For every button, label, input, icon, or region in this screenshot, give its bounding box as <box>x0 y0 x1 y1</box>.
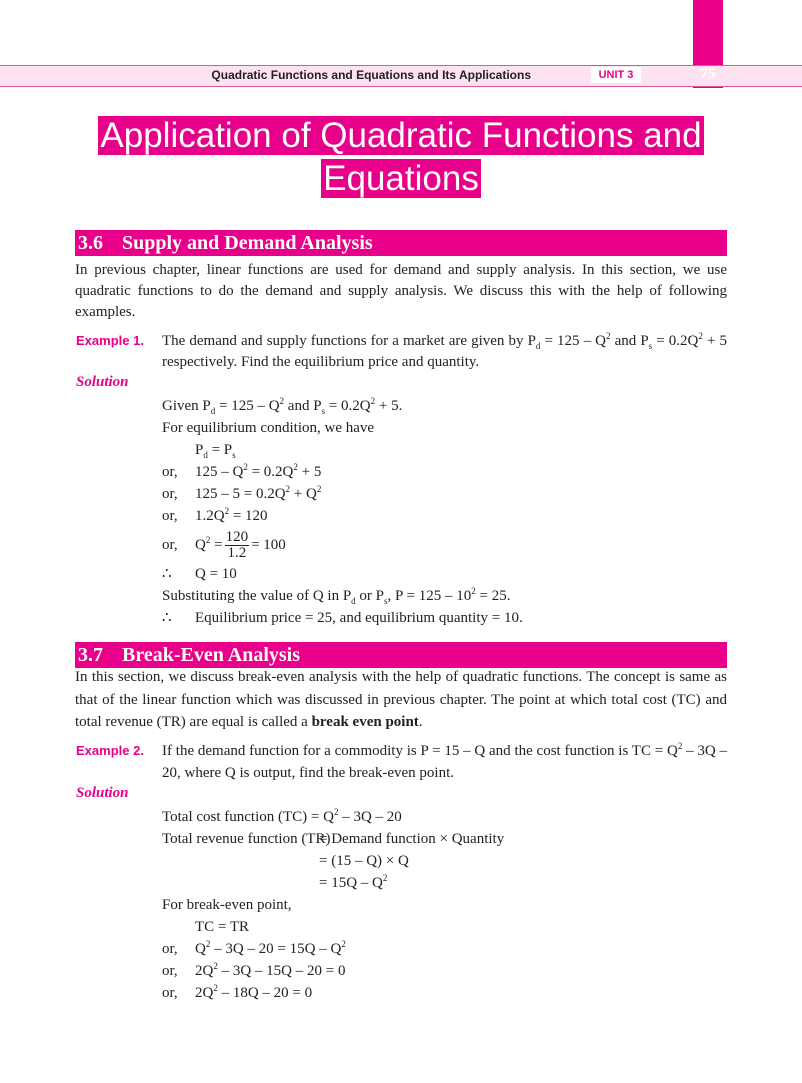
unit-badge: UNIT 3 <box>591 67 641 83</box>
bold-term: break even point <box>311 714 419 730</box>
page-title-line2: Equations <box>323 159 479 198</box>
superscript: 2 <box>471 586 476 596</box>
superscript: 2 <box>606 331 611 341</box>
subscript: d <box>203 450 208 460</box>
superscript: 2 <box>279 396 285 406</box>
text-run: = 0.2Q <box>247 464 294 480</box>
solution-line <box>162 806 722 828</box>
text-run: = 25. <box>475 588 511 604</box>
solution-steps <box>162 395 722 629</box>
solution-line <box>162 938 722 960</box>
superscript: 2 <box>213 983 218 993</box>
subscript: s <box>232 450 236 460</box>
superscript: 2 <box>205 939 211 949</box>
text-run: = Demand function × Quantity <box>319 831 505 847</box>
fraction <box>225 530 250 561</box>
solution-line <box>162 483 722 505</box>
section-heading-3-7 <box>75 642 727 668</box>
text-run: = 125 – Q <box>540 333 607 349</box>
text-run: TC = TR <box>195 919 250 935</box>
superscript: 2 <box>698 331 703 341</box>
text-run: Q = 10 <box>195 566 237 582</box>
text-run: Total cost function (TC) = Q <box>162 809 334 825</box>
section-number: 3.6 <box>78 232 103 254</box>
text-run: Substituting the value of Q in P <box>162 588 352 604</box>
therefore-symbol: ∴ <box>162 566 172 582</box>
text-run: For break-even point, <box>162 897 292 913</box>
text-run: , P = 125 – 10 <box>387 588 472 604</box>
text-run: For equilibrium condition, we have <box>162 420 375 436</box>
text-run: . <box>418 714 423 730</box>
superscript: 2 <box>293 462 298 472</box>
superscript: 2 <box>677 741 683 751</box>
solution-line <box>162 607 722 629</box>
section-intro: In previous chapter, linear functions are used for demand and supply analysis. In this section, we use quadratic functions to do the demand and supply analysis. We discuss this with the help of following examples. <box>75 262 727 320</box>
subscript: d <box>351 596 356 606</box>
text-run: – 3Q – 20, where Q is output, find the break-even point. <box>162 743 727 781</box>
solution-line <box>162 894 722 916</box>
text-run: – 18Q – 20 = 0 <box>217 985 313 1001</box>
step-prefix: or, <box>162 985 178 1001</box>
solution-line <box>162 585 722 607</box>
superscript: 2 <box>224 506 230 516</box>
superscript: 2 <box>370 396 376 406</box>
superscript: 2 <box>382 873 388 883</box>
superscript: 2 <box>205 535 211 545</box>
step-prefix: or, <box>162 508 178 524</box>
text-run: and P <box>610 333 649 349</box>
text-run: Q <box>195 941 206 957</box>
solution-label: Solution <box>76 785 129 801</box>
superscript: 2 <box>285 484 291 494</box>
text-run: 2Q <box>195 985 214 1001</box>
text-run: 2Q <box>195 963 214 979</box>
therefore-symbol: ∴ <box>162 610 172 626</box>
solution-line <box>162 916 722 938</box>
subscript: s <box>384 596 388 606</box>
page-title <box>0 114 802 200</box>
solution-line <box>162 417 722 439</box>
solution-line <box>162 982 722 1004</box>
text-run: 125 – 5 = 0.2Q <box>195 486 286 502</box>
section-heading-3-6 <box>75 230 727 256</box>
solution-line <box>162 395 722 417</box>
text-run: 125 – Q <box>195 464 244 480</box>
numerator: 120 <box>225 529 249 546</box>
solution-line <box>162 872 722 894</box>
text-run: and P <box>284 398 322 414</box>
example-label: Example 1. <box>76 333 144 348</box>
text-run: – 3Q – 15Q – 20 = 0 <box>217 963 346 979</box>
superscript: 2 <box>333 807 339 817</box>
solution-line <box>162 563 722 585</box>
example-label: Example 2. <box>76 743 144 758</box>
page-title-line1: Application of Quadratic Functions and <box>100 116 702 155</box>
text-run: P <box>195 442 204 458</box>
text-run: + 5 <box>297 464 322 480</box>
text-run: In this section, we discuss break-even analysis with the help of quadratic functions. The concept is same as that of the linear function which was discussed in previous chapter. The point at which total cost (TC) and total revenue (TR) are equal is called a <box>75 669 727 730</box>
text-run: Total revenue function (TR) <box>162 831 331 847</box>
superscript: 2 <box>341 939 346 949</box>
page-number: 75 <box>700 66 716 82</box>
text-run: = 100 <box>251 537 286 553</box>
subscript: d <box>210 406 216 416</box>
section-number: 3.7 <box>78 644 103 666</box>
text-run: + Q <box>290 486 317 502</box>
text-run: + 5 respectively. Find the equilibrium price and quantity. <box>162 333 728 370</box>
running-title: Quadratic Functions and Equations and Its Applications <box>211 68 531 82</box>
equation-rhs <box>319 828 504 850</box>
solution-line <box>162 828 722 850</box>
step-prefix: or, <box>162 464 178 480</box>
text-run: The demand and supply functions for a market are given by P <box>162 333 536 349</box>
text-run: If the demand function for a commodity is P = 15 – Q and the cost function is TC = Q <box>162 743 678 759</box>
superscript: 2 <box>316 484 322 494</box>
text-run: – 3Q – 20 <box>338 809 402 825</box>
solution-line <box>162 439 722 461</box>
subscript: s <box>321 406 326 416</box>
solution-line <box>162 960 722 982</box>
text-run: Equilibrium price = 25, and equilibrium quantity = 10. <box>195 610 523 626</box>
step-prefix: or, <box>162 963 178 979</box>
step-prefix: or, <box>162 941 178 957</box>
solution-line <box>162 527 722 563</box>
solution-label: Solution <box>76 374 129 390</box>
solution-line <box>162 505 722 527</box>
text-run: = <box>210 537 223 553</box>
text-run: = P <box>207 442 233 458</box>
example-text <box>162 740 727 784</box>
text-run: Q <box>195 537 206 553</box>
section-intro <box>75 666 727 734</box>
step-prefix: or, <box>162 486 178 502</box>
text-run: = 0.2Q <box>325 398 371 414</box>
text-run: = (15 – Q) × Q <box>319 853 409 869</box>
denominator: 1.2 <box>227 545 247 562</box>
text-run: – 3Q – 20 = 15Q – Q <box>210 941 342 957</box>
section-title: Supply and Demand Analysis <box>122 232 373 254</box>
section-title: Break-Even Analysis <box>122 644 300 666</box>
text-run: + 5. <box>375 398 403 414</box>
solution-line <box>162 850 722 872</box>
solution-steps <box>162 806 722 1004</box>
text-run: or P <box>355 588 385 604</box>
step-prefix: or, <box>162 537 178 553</box>
example-text <box>162 331 727 373</box>
superscript: 2 <box>243 462 248 472</box>
text-run: = 0.2Q <box>652 333 699 349</box>
superscript: 2 <box>213 961 218 971</box>
text-run: Given P <box>162 398 211 414</box>
subscript: d <box>535 341 541 351</box>
text-run: = 15Q – Q <box>319 875 383 891</box>
solution-line <box>162 461 722 483</box>
equation-rhs <box>319 872 387 894</box>
subscript: s <box>648 341 653 351</box>
text-run: = 120 <box>229 508 268 524</box>
text-run: 1.2Q <box>195 508 225 524</box>
text-run: = 125 – Q <box>215 398 280 414</box>
equation-rhs <box>319 850 409 872</box>
